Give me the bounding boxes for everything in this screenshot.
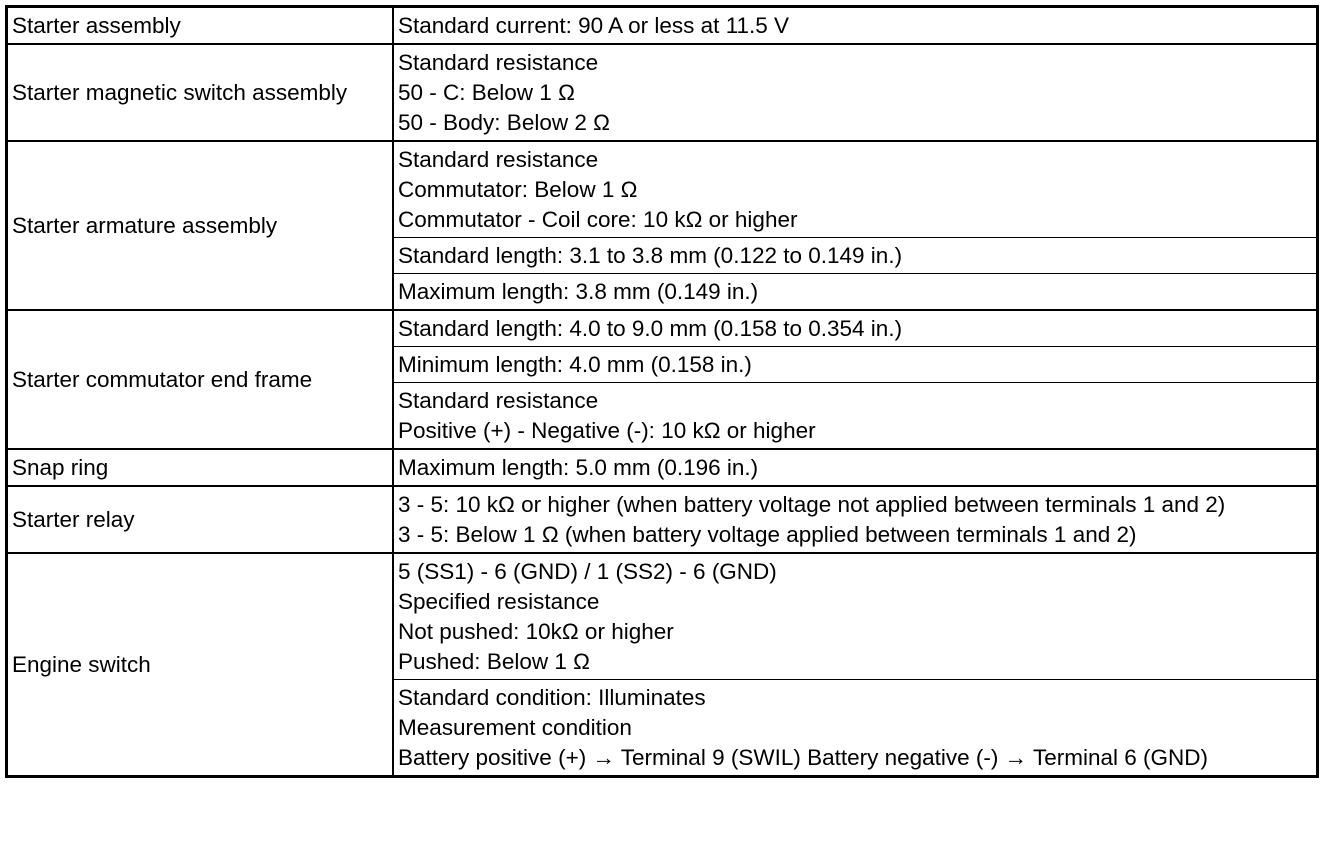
table-row — [7, 486, 1318, 553]
spec-cell — [393, 274, 1318, 311]
component-name: Snap ring — [7, 449, 394, 486]
spec-line: Positive (+) - Negative (-): 10 kΩ or higher — [398, 418, 816, 443]
spec-line: Specified resistance — [398, 589, 600, 614]
table-row — [7, 310, 1318, 347]
spec-line: Maximum length: 5.0 mm (0.196 in.) — [398, 455, 759, 480]
spec-line: 50 - Body: Below 2 Ω — [398, 110, 610, 135]
component-name: Starter relay — [7, 486, 394, 553]
starter-spec-table — [5, 5, 1319, 778]
spec-line: Standard current: 90 A or less at 11.5 V — [398, 13, 790, 38]
spec-cell — [393, 449, 1318, 486]
component-name: Starter magnetic switch assembly — [7, 44, 394, 141]
spec-line: Battery positive (+) → Terminal 9 (SWIL) Battery negative (-) → Terminal 6 (GND) — [398, 745, 1209, 770]
spec-line: Standard length: 3.1 to 3.8 mm (0.122 to 0.149 in.) — [398, 243, 903, 268]
table-row — [7, 553, 1318, 680]
spec-line: Standard resistance — [398, 147, 599, 172]
spec-line: 50 - C: Below 1 Ω — [398, 80, 575, 105]
spec-cell — [393, 310, 1318, 347]
spec-line: Standard length: 4.0 to 9.0 mm (0.158 to 0.354 in.) — [398, 316, 903, 341]
spec-cell — [393, 347, 1318, 383]
spec-line: Measurement condition — [398, 715, 632, 740]
spec-line: 3 - 5: Below 1 Ω (when battery voltage applied between terminals 1 and 2) — [398, 522, 1137, 547]
spec-line: 5 (SS1) - 6 (GND) / 1 (SS2) - 6 (GND) — [398, 559, 777, 584]
spec-cell — [393, 383, 1318, 450]
spec-line: Standard resistance — [398, 388, 599, 413]
component-name: Starter assembly — [7, 7, 394, 45]
spec-cell — [393, 486, 1318, 553]
spec-cell — [393, 7, 1318, 45]
spec-line: Minimum length: 4.0 mm (0.158 in.) — [398, 352, 752, 377]
table-row — [7, 141, 1318, 238]
spec-cell — [393, 553, 1318, 680]
spec-line: Pushed: Below 1 Ω — [398, 649, 590, 674]
spec-line: Not pushed: 10kΩ or higher — [398, 619, 674, 644]
table-row — [7, 449, 1318, 486]
spec-line: 3 - 5: 10 kΩ or higher (when battery voltage not applied between terminals 1 and 2) — [398, 492, 1226, 517]
table-row — [7, 44, 1318, 141]
spec-cell — [393, 238, 1318, 274]
table-row — [7, 7, 1318, 45]
spec-cell — [393, 680, 1318, 777]
component-name: Engine switch — [7, 553, 394, 777]
spec-line: Standard resistance — [398, 50, 599, 75]
component-name: Starter armature assembly — [7, 141, 394, 310]
spec-cell — [393, 44, 1318, 141]
spec-line: Commutator - Coil core: 10 kΩ or higher — [398, 207, 798, 232]
component-name: Starter commutator end frame — [7, 310, 394, 449]
spec-cell — [393, 141, 1318, 238]
spec-line: Maximum length: 3.8 mm (0.149 in.) — [398, 279, 759, 304]
spec-line: Commutator: Below 1 Ω — [398, 177, 638, 202]
spec-line: Standard condition: Illuminates — [398, 685, 706, 710]
